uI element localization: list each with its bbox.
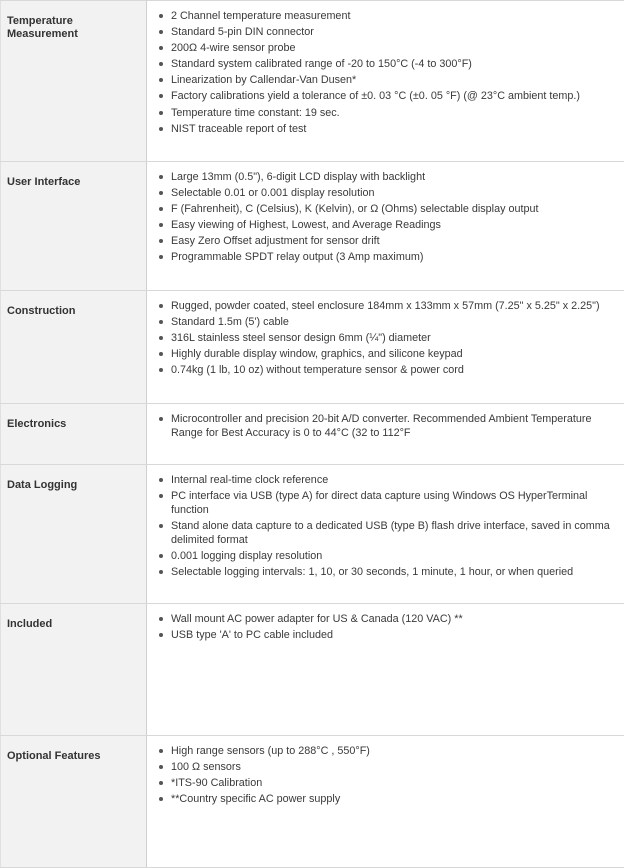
spec-row-temperature-measurement xyxy=(1,1,624,162)
specifications-body xyxy=(1,1,624,868)
feature-item: *ITS-90 Calibration xyxy=(155,776,618,790)
feature-list xyxy=(155,744,618,806)
row-label: Data Logging xyxy=(1,465,147,604)
row-label: Electronics xyxy=(1,404,147,465)
feature-item: Highly durable display window, graphics, and silicone keypad xyxy=(155,347,618,361)
feature-list xyxy=(155,412,618,440)
feature-item: Linearization by Callendar-Van Dusen* xyxy=(155,73,618,87)
spec-row-electronics xyxy=(1,404,624,465)
feature-item: Standard 1.5m (5') cable xyxy=(155,315,618,329)
feature-item: Wall mount AC power adapter for US & Canada (120 VAC) ** xyxy=(155,612,618,626)
row-label: Temperature Measurement xyxy=(1,1,147,162)
feature-item: High range sensors (up to 288°C , 550°F) xyxy=(155,744,618,758)
feature-item: Standard system calibrated range of -20 to 150°C (-4 to 300°F) xyxy=(155,57,618,71)
feature-item: Easy Zero Offset adjustment for sensor drift xyxy=(155,234,618,248)
feature-item: PC interface via USB (type A) for direct data capture using Windows OS HyperTerminal function xyxy=(155,489,618,517)
row-label: Optional Features xyxy=(1,736,147,868)
feature-item: Large 13mm (0.5"), 6-digit LCD display with backlight xyxy=(155,170,618,184)
feature-item: Selectable logging intervals: 1, 10, or 30 seconds, 1 minute, 1 hour, or when queried xyxy=(155,565,618,579)
feature-item: 0.74kg (1 lb, 10 oz) without temperature sensor & power cord xyxy=(155,363,618,377)
feature-list xyxy=(155,170,618,264)
feature-item: **Country specific AC power supply xyxy=(155,792,618,806)
feature-item: Internal real-time clock reference xyxy=(155,473,618,487)
feature-item: 100 Ω sensors xyxy=(155,760,618,774)
feature-item: 2 Channel temperature measurement xyxy=(155,9,618,23)
spec-row-data-logging xyxy=(1,465,624,604)
feature-item: Programmable SPDT relay output (3 Amp maximum) xyxy=(155,250,618,264)
spec-row-optional-features xyxy=(1,736,624,868)
feature-item: F (Fahrenheit), C (Celsius), K (Kelvin), or Ω (Ohms) selectable display output xyxy=(155,202,618,216)
feature-item: 0.001 logging display resolution xyxy=(155,549,618,563)
feature-list xyxy=(155,299,618,377)
spec-row-included xyxy=(1,604,624,736)
feature-item: Rugged, powder coated, steel enclosure 184mm x 133mm x 57mm (7.25" x 5.25" x 2.25") xyxy=(155,299,618,313)
feature-item: 316L stainless steel sensor design 6mm (¼") diameter xyxy=(155,331,618,345)
feature-item: Factory calibrations yield a tolerance of ±0. 03 °C (±0. 05 °F) (@ 23°C ambient temp.) xyxy=(155,89,618,103)
feature-item: USB type 'A' to PC cable included xyxy=(155,628,618,642)
feature-list xyxy=(155,612,618,642)
feature-item: Temperature time constant: 19 sec. xyxy=(155,106,618,120)
row-label: Construction xyxy=(1,291,147,404)
feature-item: 200Ω 4-wire sensor probe xyxy=(155,41,618,55)
feature-item: Selectable 0.01 or 0.001 display resolution xyxy=(155,186,618,200)
spec-row-construction xyxy=(1,291,624,404)
feature-item: Microcontroller and precision 20-bit A/D converter. Recommended Ambient Temperature Range for Best Accuracy is 0 to 44°C (32 to 112°F xyxy=(155,412,618,440)
feature-item: Easy viewing of Highest, Lowest, and Average Readings xyxy=(155,218,618,232)
feature-list xyxy=(155,473,618,579)
row-label: Included xyxy=(1,604,147,736)
feature-item: Stand alone data capture to a dedicated USB (type B) flash drive interface, saved in comma delimited format xyxy=(155,519,618,547)
feature-item: Standard 5-pin DIN connector xyxy=(155,25,618,39)
spec-row-user-interface xyxy=(1,162,624,291)
feature-item: NIST traceable report of test xyxy=(155,122,618,136)
feature-list xyxy=(155,9,618,136)
row-label: User Interface xyxy=(1,162,147,291)
